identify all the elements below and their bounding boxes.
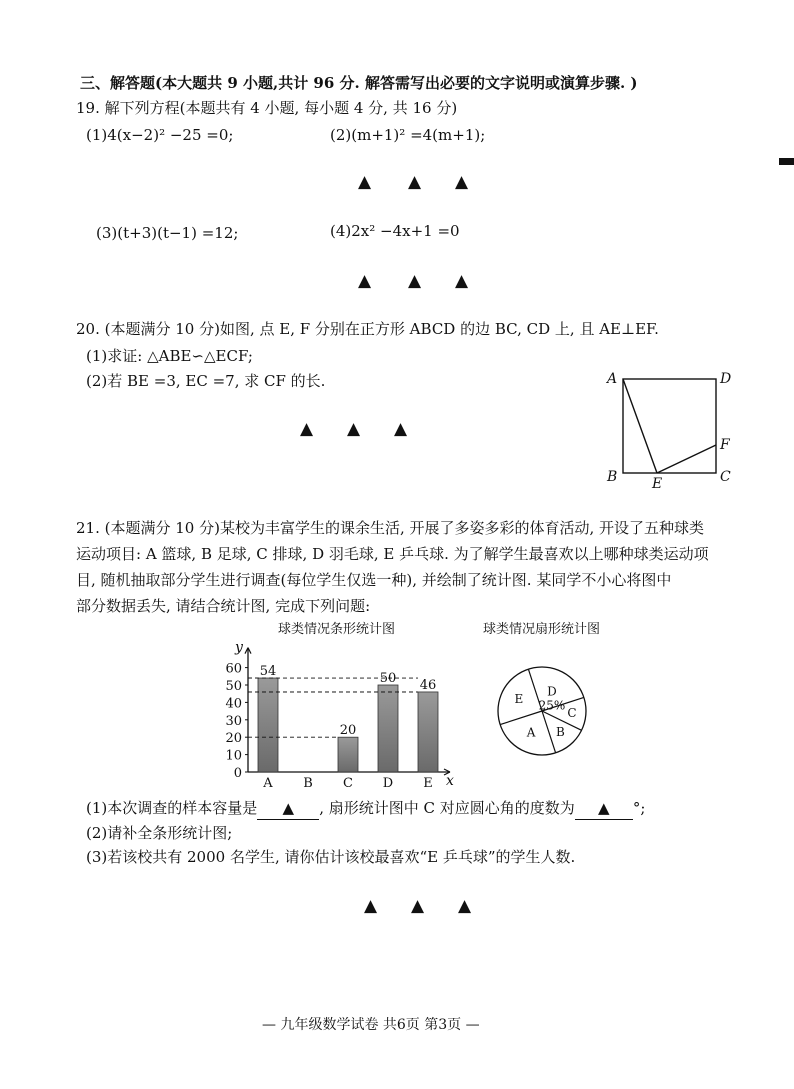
x-axis-label: x [446,773,454,789]
pie-chart [478,615,628,785]
pie-chart-title: 球类情况扇形统计图 [483,622,601,637]
bar [378,685,398,772]
page-edge-mark [779,158,794,165]
answer-mark: ▲ [455,172,469,192]
q21-line1: 21. (本题满分 10 分)某校为丰富学生的课余生活, 开展了多姿多彩的体育活动, 开设了五种球类 [76,519,705,537]
y-tick-label: 10 [225,748,242,764]
data-label: 54 [259,664,277,680]
answer-blank: ▲ [257,797,319,820]
q21-line3: 目, 随机抽取部分学生进行调查(每位学生仅选一种), 并绘制了统计图. 某同学不小心将图中 [76,571,672,589]
q19-part3: (3)(t+3)(t−1) =12; [96,224,239,242]
pie-slice-percent: 25% [538,698,566,713]
answer-mark: ▲ [458,896,472,916]
y-axis-label: y [235,639,243,656]
answer-blank: ▲ [575,797,633,820]
section-header: 三、解答题(本大题共 9 小题,共计 96 分. 解答需写出必要的文字说明或演算步骤. ) [80,74,638,92]
label-c: C [720,469,731,485]
square-figure [600,365,750,495]
q20-prompt: 20. (本题满分 10 分)如图, 点 E, F 分别在正方形 ABCD 的边 BC, CD 上, 且 AE⊥EF. [76,320,659,338]
pie-slice-label: D [547,684,557,699]
bar [258,678,278,772]
q21-part2: (2)请补全条形统计图; [86,824,233,842]
y-tick-label: 60 [225,661,242,677]
label-e: E [652,476,663,492]
pie-slice-label: A [526,725,536,740]
label-d: D [720,371,732,387]
answer-mark: ▲ [358,172,372,192]
answer-mark: ▲ [300,419,314,439]
x-tick-label: A [263,776,273,791]
bar-chart [210,615,470,793]
q21-line4: 部分数据丢失, 请结合统计图, 完成下列问题: [76,597,371,615]
data-label: 50 [379,671,397,686]
q20-part2: (2)若 BE =3, EC =7, 求 CF 的长. [86,372,326,390]
y-tick-label: 40 [225,696,242,712]
q19-part1: (1)4(x−2)² −25 =0; [86,126,234,144]
q19-part4: (4)2x² −4x+1 =0 [330,222,460,240]
y-tick-label: 20 [225,731,242,747]
answer-mark: ▲ [411,896,425,916]
q21-part1-text-c: °; [632,799,646,817]
q21-part1-text-b: , 扇形统计图中 C 对应圆心角的度数为 [319,799,575,817]
bar-chart-title: 球类情况条形统计图 [278,622,396,637]
answer-mark: ▲ [408,172,422,192]
answer-mark: ▲ [455,271,469,291]
q21-part1 [86,797,645,820]
pie-slice-boundary [500,711,542,725]
q21-part1-text-a: (1)本次调查的样本容量是 [86,799,258,817]
label-f: F [720,437,730,453]
bar [338,737,358,772]
page-footer: — 九年级数学试卷 共6页 第3页 — [262,1017,480,1033]
y-tick-label: 0 [233,766,242,781]
answer-mark: ▲ [358,271,372,291]
q21-part3: (3)若该校共有 2000 名学生, 请你估计该校最喜欢“E 乒乓球”的学生人数. [86,848,576,866]
answer-mark: ▲ [394,419,408,439]
q19-part2: (2)(m+1)² =4(m+1); [330,126,486,144]
q21-line2: 运动项目: A 篮球, B 足球, C 排球, D 羽毛球, E 乒乓球. 为了解学生最喜欢以上哪种球类运动项 [76,545,709,563]
q19-prompt: 19. 解下列方程(本题共有 4 小题, 每小题 4 分, 共 16 分) [76,99,458,117]
x-tick-label: B [303,776,313,791]
y-tick-label: 30 [225,713,242,729]
data-label: 46 [419,677,437,693]
answer-mark: ▲ [347,419,361,439]
data-label: 20 [339,723,357,739]
y-tick-label: 50 [225,679,242,694]
answer-mark: ▲ [408,271,422,291]
q20-part1: (1)求证: △ABE∽△ECF; [86,347,253,365]
square-abcd [623,379,716,473]
label-b: B [607,469,618,485]
pie-slice-label: B [555,725,565,740]
pie-slice-label: E [514,692,524,707]
answer-mark: ▲ [364,896,378,916]
pie-slice-label: C [567,706,577,721]
segment-ae [623,379,657,473]
bar [418,692,438,772]
x-tick-label: D [382,776,394,791]
label-a: A [607,371,618,387]
x-tick-label: E [423,776,433,791]
x-tick-label: C [343,776,353,791]
segment-ef [657,445,716,473]
